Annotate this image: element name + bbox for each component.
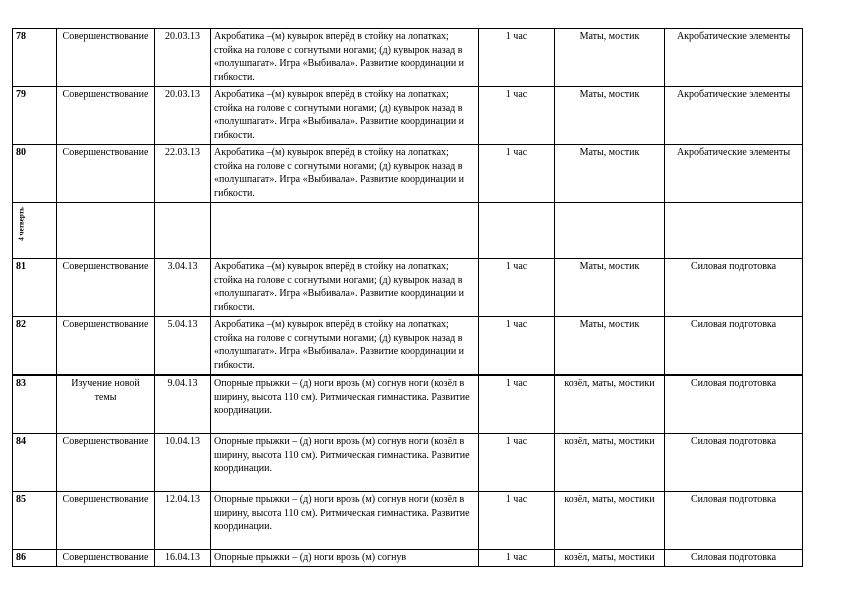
lesson-hours: 1 час — [479, 375, 555, 434]
lesson-date: 22.03.13 — [155, 145, 211, 203]
empty-cell — [57, 203, 155, 259]
empty-cell — [665, 203, 803, 259]
lesson-date: 9.04.13 — [155, 375, 211, 434]
lesson-note: Акробатические элементы — [665, 87, 803, 145]
lesson-date: 3.04.13 — [155, 259, 211, 317]
lesson-date: 20.03.13 — [155, 29, 211, 87]
lesson-hours: 1 час — [479, 434, 555, 492]
lesson-number: 83 — [13, 375, 57, 434]
empty-cell — [155, 203, 211, 259]
lesson-date: 5.04.13 — [155, 317, 211, 376]
lesson-content: Акробатика –(м) кувырок вперёд в стойку на лопатках; стойка на голове с согнутыми ногами; (д) кувырок назад в «полушпагат». Игра «Выбивала». Развитие координации и гибкости. — [211, 29, 479, 87]
lesson-type: Совершенствование — [57, 317, 155, 376]
lesson-date: 16.04.13 — [155, 550, 211, 567]
lesson-content: Опорные прыжки – (д) ноги врозь (м) согнув ноги (козёл в ширину, высота 110 см). Ритмическая гимнастика. Развитие координации. — [211, 492, 479, 550]
lesson-date: 20.03.13 — [155, 87, 211, 145]
table-row — [13, 29, 803, 87]
lesson-equipment: Маты, мостик — [555, 317, 665, 376]
lesson-date: 12.04.13 — [155, 492, 211, 550]
empty-cell — [555, 203, 665, 259]
lesson-note: Силовая подготовка — [665, 259, 803, 317]
lesson-equipment: козёл, маты, мостики — [555, 492, 665, 550]
lesson-hours: 1 час — [479, 87, 555, 145]
lesson-hours: 1 час — [479, 29, 555, 87]
lesson-type: Совершенствование — [57, 29, 155, 87]
lesson-type: Совершенствование — [57, 550, 155, 567]
quarter-label-cell — [13, 203, 57, 259]
lesson-number: 82 — [13, 317, 57, 376]
lesson-note: Силовая подготовка — [665, 550, 803, 567]
lesson-content: Акробатика –(м) кувырок вперёд в стойку на лопатках; стойка на голове с согнутыми ногами; (д) кувырок назад в «полушпагат». Игра «Выбивала». Развитие координации и гибкости. — [211, 259, 479, 317]
lesson-hours: 1 час — [479, 259, 555, 317]
lesson-content: Акробатика –(м) кувырок вперёд в стойку на лопатках; стойка на голове с согнутыми ногами; (д) кувырок назад в «полушпагат». Игра «Выбивала». Развитие координации и гибкости. — [211, 87, 479, 145]
table-row — [13, 87, 803, 145]
lesson-type: Совершенствование — [57, 145, 155, 203]
lesson-number: 80 — [13, 145, 57, 203]
table-row — [13, 434, 803, 492]
lesson-equipment: козёл, маты, мостики — [555, 434, 665, 492]
empty-cell — [211, 203, 479, 259]
lesson-note: Силовая подготовка — [665, 492, 803, 550]
table-row — [13, 259, 803, 317]
lesson-number: 78 — [13, 29, 57, 87]
lesson-number: 81 — [13, 259, 57, 317]
lesson-type: Изучение новой темы — [57, 375, 155, 434]
lesson-number: 79 — [13, 87, 57, 145]
lesson-note: Силовая подготовка — [665, 375, 803, 434]
lesson-equipment: Маты, мостик — [555, 87, 665, 145]
lesson-hours: 1 час — [479, 145, 555, 203]
table-row — [13, 317, 803, 376]
lesson-type: Совершенствование — [57, 434, 155, 492]
table-row — [13, 375, 803, 434]
quarter-row — [13, 203, 803, 259]
lesson-hours: 1 час — [479, 317, 555, 376]
lesson-content: Опорные прыжки – (д) ноги врозь (м) согнув — [211, 550, 479, 567]
lesson-content: Опорные прыжки – (д) ноги врозь (м) согнув ноги (козёл в ширину, высота 110 см). Ритмическая гимнастика. Развитие координации. — [211, 375, 479, 434]
lesson-equipment: козёл, маты, мостики — [555, 375, 665, 434]
lesson-type: Совершенствование — [57, 87, 155, 145]
lesson-number: 86 — [13, 550, 57, 567]
lesson-schedule-table — [12, 28, 803, 567]
lesson-type: Совершенствование — [57, 492, 155, 550]
lesson-content: Акробатика –(м) кувырок вперёд в стойку на лопатках; стойка на голове с согнутыми ногами; (д) кувырок назад в «полушпагат». Игра «Выбивала». Развитие координации и гибкости. — [211, 145, 479, 203]
lesson-number: 85 — [13, 492, 57, 550]
lesson-note: Силовая подготовка — [665, 317, 803, 376]
lesson-hours: 1 час — [479, 550, 555, 567]
lesson-note: Силовая подготовка — [665, 434, 803, 492]
lesson-equipment: козёл, маты, мостики — [555, 550, 665, 567]
lesson-equipment: Маты, мостик — [555, 259, 665, 317]
table-row — [13, 145, 803, 203]
lesson-hours: 1 час — [479, 492, 555, 550]
lesson-note: Акробатические элементы — [665, 145, 803, 203]
lesson-equipment: Маты, мостик — [555, 145, 665, 203]
lesson-number: 84 — [13, 434, 57, 492]
table-row — [13, 492, 803, 550]
lesson-content: Акробатика –(м) кувырок вперёд в стойку на лопатках; стойка на голове с согнутыми ногами; (д) кувырок назад в «полушпагат». Игра «Выбивала». Развитие координации и гибкости. — [211, 317, 479, 376]
quarter-label: 4 четверть — [17, 207, 26, 241]
lesson-date: 10.04.13 — [155, 434, 211, 492]
lesson-type: Совершенствование — [57, 259, 155, 317]
table-row — [13, 550, 803, 567]
empty-cell — [479, 203, 555, 259]
lesson-equipment: Маты, мостик — [555, 29, 665, 87]
lesson-note: Акробатические элементы — [665, 29, 803, 87]
lesson-content: Опорные прыжки – (д) ноги врозь (м) согнув ноги (козёл в ширину, высота 110 см). Ритмическая гимнастика. Развитие координации. — [211, 434, 479, 492]
